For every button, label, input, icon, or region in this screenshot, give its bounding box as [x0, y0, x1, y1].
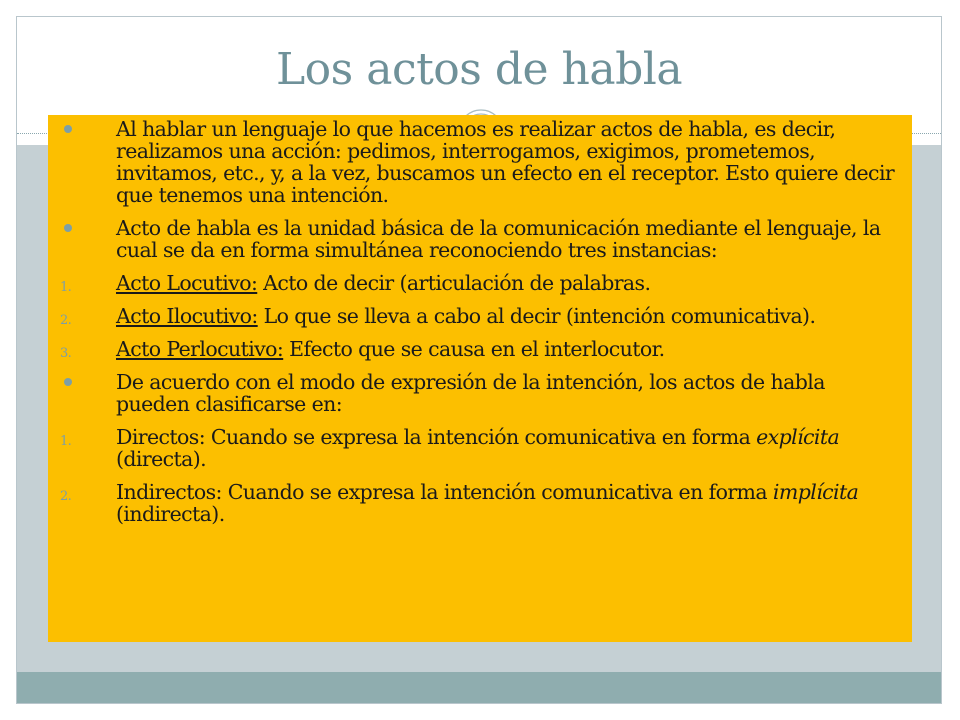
list-number: 1.: [60, 434, 72, 449]
list-item: [48, 426, 898, 470]
list-item: [48, 481, 898, 525]
slide-title: Los actos de habla: [275, 44, 683, 95]
list-number: 2.: [60, 313, 72, 328]
list-item-text: (directa).: [116, 447, 207, 471]
content-list: [48, 118, 898, 536]
list-number: 2.: [60, 489, 72, 504]
list-item-term: Acto Perlocutivo:: [116, 337, 284, 361]
bullet-icon: [64, 224, 72, 232]
list-item-term: Acto Ilocutivo:: [116, 304, 258, 328]
list-number: 3.: [60, 346, 72, 361]
list-item-text: Directos: Cuando se expresa la intención comunicativa en forma: [116, 425, 757, 449]
list-item-text: Efecto que se causa en el interlocutor.: [283, 337, 665, 361]
list-item: [48, 371, 898, 415]
list-number: 1.: [60, 280, 72, 295]
list-item-text: Al hablar un lenguaje lo que hacemos es realizar actos de habla, es decir, realizamos una acción: pedimos, interrogamos, exigimos, prometemos, invitamos, etc., y, a la vez, buscamos un efecto en el receptor. Esto quiere decir que tenemos una intención.: [116, 117, 895, 207]
list-item: [48, 217, 898, 261]
list-item-term: Acto Locutivo:: [116, 271, 258, 295]
footer-band: [17, 672, 941, 703]
list-item: [48, 118, 898, 206]
list-item-text: Acto de decir (articulación de palabras.: [257, 271, 651, 295]
list-item-text: Acto de habla es la unidad básica de la comunicación mediante el lenguaje, la cual se da en forma simultánea reconociendo tres instancias:: [116, 216, 881, 262]
list-item-text: (indirecta).: [116, 502, 225, 526]
list-item-emphasis: implícita: [772, 480, 859, 504]
list-item-text: Lo que se lleva a cabo al decir (intención comunicativa).: [257, 304, 816, 328]
bullet-icon: [64, 378, 72, 386]
list-item-emphasis: explícita: [756, 425, 840, 449]
list-item: [48, 305, 898, 327]
list-item-text: Indirectos: Cuando se expresa la intención comunicativa en forma: [116, 480, 773, 504]
bullet-icon: [64, 125, 72, 133]
list-item-text: De acuerdo con el modo de expresión de la intención, los actos de habla pueden clasificarse en:: [116, 370, 825, 416]
list-item: [48, 272, 898, 294]
list-item: [48, 338, 898, 360]
